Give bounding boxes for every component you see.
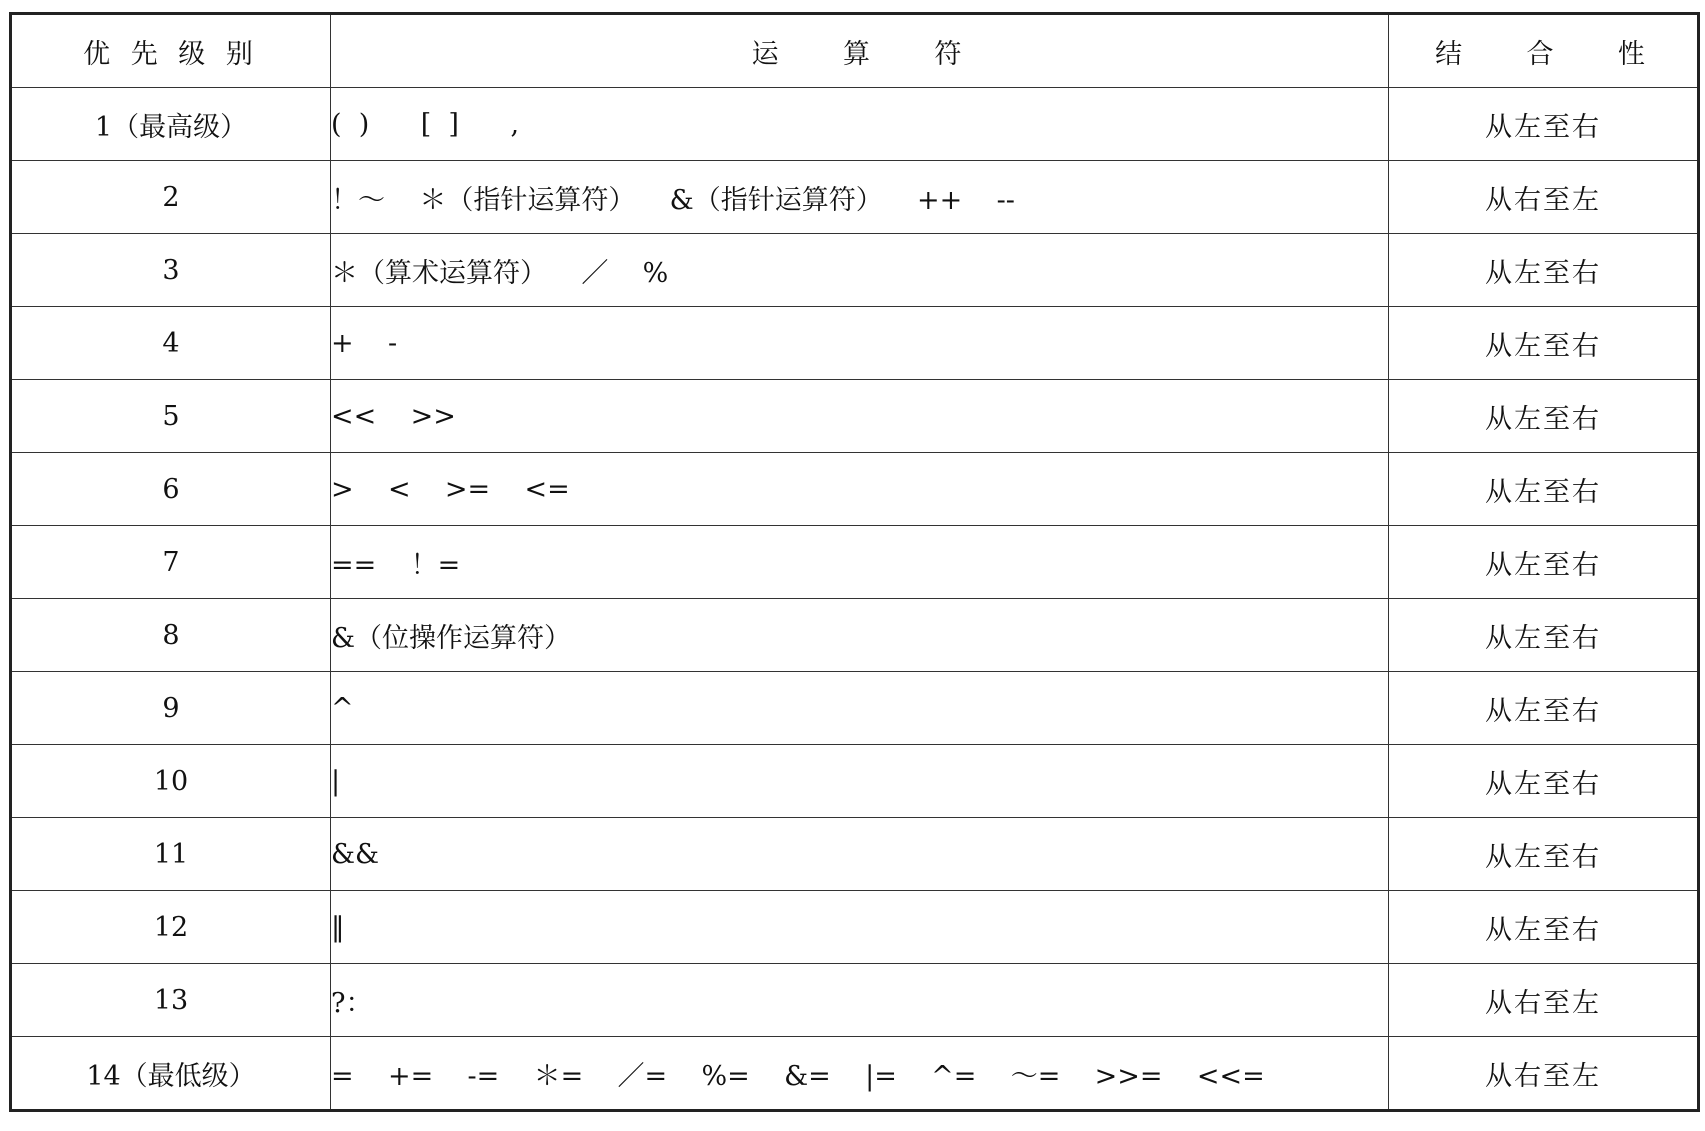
table-row xyxy=(11,88,1699,161)
table-row xyxy=(11,234,1699,307)
associativity-cell: 从左至右 xyxy=(1389,307,1699,380)
table-row xyxy=(11,1037,1699,1111)
operators-cell: && xyxy=(331,818,1389,891)
associativity-cell: 从右至左 xyxy=(1389,1037,1699,1111)
associativity-cell: 从左至右 xyxy=(1389,672,1699,745)
level-cell: 9 xyxy=(11,672,331,745)
table-row xyxy=(11,745,1699,818)
level-cell: 14（最低级） xyxy=(11,1037,331,1111)
header-associativity: 结 合 性 xyxy=(1389,14,1699,88)
table-row xyxy=(11,453,1699,526)
associativity-cell: 从左至右 xyxy=(1389,891,1699,964)
associativity-cell: 从左至右 xyxy=(1389,526,1699,599)
operators-cell: == ！= xyxy=(331,526,1389,599)
level-cell: 12 xyxy=(11,891,331,964)
operators-cell: | xyxy=(331,745,1389,818)
table-row xyxy=(11,964,1699,1037)
header-level: 优 先 级 别 xyxy=(11,14,331,88)
level-cell: 1（最高级） xyxy=(11,88,331,161)
operators-cell: + - xyxy=(331,307,1389,380)
table-row xyxy=(11,818,1699,891)
table-row xyxy=(11,526,1699,599)
level-cell: 13 xyxy=(11,964,331,1037)
operators-cell: ‖ xyxy=(331,891,1389,964)
level-cell: 10 xyxy=(11,745,331,818)
level-cell: 6 xyxy=(11,453,331,526)
associativity-cell: 从左至右 xyxy=(1389,88,1699,161)
table-row xyxy=(11,672,1699,745)
operators-cell: > < >= <= xyxy=(331,453,1389,526)
associativity-cell: 从左至右 xyxy=(1389,599,1699,672)
operators-cell: &（位操作运算符） xyxy=(331,599,1389,672)
operators-cell: ！～ ＊（指针运算符） &（指针运算符） ++ -- xyxy=(331,161,1389,234)
level-cell: 3 xyxy=(11,234,331,307)
associativity-cell: 从左至右 xyxy=(1389,234,1699,307)
header-row xyxy=(11,14,1699,88)
associativity-cell: 从左至右 xyxy=(1389,453,1699,526)
table-row xyxy=(11,161,1699,234)
header-operators: 运 算 符 xyxy=(331,14,1389,88)
operators-cell: << >> xyxy=(331,380,1389,453)
level-cell: 5 xyxy=(11,380,331,453)
level-cell: 4 xyxy=(11,307,331,380)
associativity-cell: 从左至右 xyxy=(1389,745,1699,818)
level-cell: 7 xyxy=(11,526,331,599)
table-row xyxy=(11,891,1699,964)
operator-precedence-table xyxy=(9,12,1700,1112)
level-cell: 8 xyxy=(11,599,331,672)
table-row xyxy=(11,599,1699,672)
associativity-cell: 从右至左 xyxy=(1389,964,1699,1037)
associativity-cell: 从左至右 xyxy=(1389,380,1699,453)
operators-cell: = += -= ＊= ／= %= &= |= ^= ～= >>= <<= xyxy=(331,1037,1389,1111)
operators-cell: ＊（算术运算符） ／ % xyxy=(331,234,1389,307)
operators-cell: ^ xyxy=(331,672,1389,745)
table-row xyxy=(11,307,1699,380)
level-cell: 11 xyxy=(11,818,331,891)
table-row xyxy=(11,380,1699,453)
associativity-cell: 从左至右 xyxy=(1389,818,1699,891)
level-cell: 2 xyxy=(11,161,331,234)
associativity-cell: 从右至左 xyxy=(1389,161,1699,234)
operators-cell: ?： xyxy=(331,964,1389,1037)
operators-cell: ( ) [ ] , xyxy=(331,88,1389,161)
